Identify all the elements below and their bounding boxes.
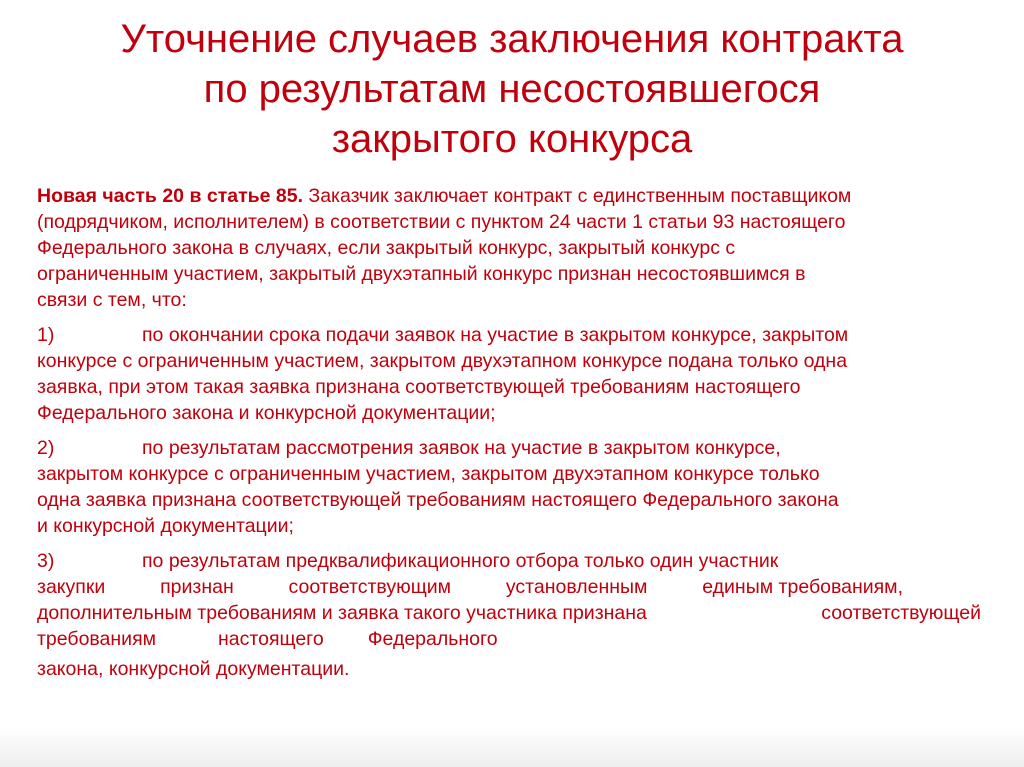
slide-body xyxy=(37,183,992,691)
intro-bold-lead: Новая часть 20 в статье 85. xyxy=(37,185,303,207)
item-2 xyxy=(37,435,992,539)
item-3-first-text: по результатам предквалификационного отбора только один участник xyxy=(142,550,779,572)
item-2-first-line xyxy=(37,435,992,461)
title-line-3: закрытого конкурса xyxy=(331,117,693,161)
item-3-line-3-a: дополнительным требованиям и заявка такого участника признана xyxy=(37,602,647,624)
item-3-word: соответствующим xyxy=(288,576,452,598)
item-3-first-line xyxy=(37,548,992,574)
item-1-line-3: заявка, при этом такая заявка признана соответствующей требованиям настоящего xyxy=(37,376,801,398)
item-3-number: 3) xyxy=(37,550,55,572)
item-3-word: Федерального xyxy=(367,628,498,650)
item-2-line-4: и конкурсной документации; xyxy=(37,515,294,537)
item-1-first-text: по окончании срока подачи заявок на участие в закрытом конкурсе, закрытом xyxy=(142,324,849,346)
item-3-word: настоящего xyxy=(218,628,324,650)
item-3-last-line: закона, конкурсной документации. xyxy=(37,658,350,680)
item-3-word: единым требованиям, xyxy=(702,576,903,598)
item-3-line-4 xyxy=(37,626,992,652)
item-3-word: признан xyxy=(160,576,234,598)
intro-line-5: связи с тем, что: xyxy=(37,289,187,311)
item-1-line-4: Федерального закона и конкурсной документации; xyxy=(37,402,496,424)
item-1-number: 1) xyxy=(37,324,55,346)
title-line-1: Уточнение случаев заключения контракта xyxy=(120,17,904,61)
intro-paragraph xyxy=(37,183,992,313)
item-2-line-2: закрытом конкурсе с ограниченным участием, закрытом двухэтапном конкурсе только xyxy=(37,463,820,485)
item-2-first-text: по результатам рассмотрения заявок на участие в закрытом конкурсе, xyxy=(142,437,781,459)
intro-line-2: (подрядчиком, исполнителем) в соответствии с пунктом 24 части 1 статьи 93 настоящего xyxy=(37,211,846,233)
title-line-2: по результатам несостоявшегося xyxy=(203,67,821,111)
item-3-word: закупки xyxy=(37,576,106,598)
bottom-shadow xyxy=(0,727,1024,767)
intro-line-3: Федерального закона в случаях, если закрытый конкурс, закрытый конкурс с xyxy=(37,237,736,259)
item-1-first-line xyxy=(37,322,992,348)
intro-line-4: ограниченным участием, закрытый двухэтапный конкурс признан несостоявшимся в xyxy=(37,263,806,285)
item-2-number: 2) xyxy=(37,437,55,459)
intro-line-1-text: Заказчик заключает контракт с единственным поставщиком xyxy=(303,185,852,207)
item-3-last xyxy=(37,656,992,682)
item-3-word: требованиям xyxy=(37,628,157,650)
item-3-word: установленным xyxy=(505,576,648,598)
item-3-line-3-b: соответствующей xyxy=(821,602,981,624)
item-2-line-3: одна заявка признана соответствующей требованиям настоящего Федерального закона xyxy=(37,489,839,511)
item-3-line-2 xyxy=(37,574,903,600)
intro-line-1 xyxy=(37,183,992,209)
item-1-line-2: конкурсе с ограниченным участием, закрытом двухэтапном конкурсе подана только одна xyxy=(37,350,848,372)
item-3 xyxy=(37,548,992,652)
slide-title xyxy=(40,14,984,164)
item-3-line-3 xyxy=(37,600,981,626)
item-1 xyxy=(37,322,992,426)
